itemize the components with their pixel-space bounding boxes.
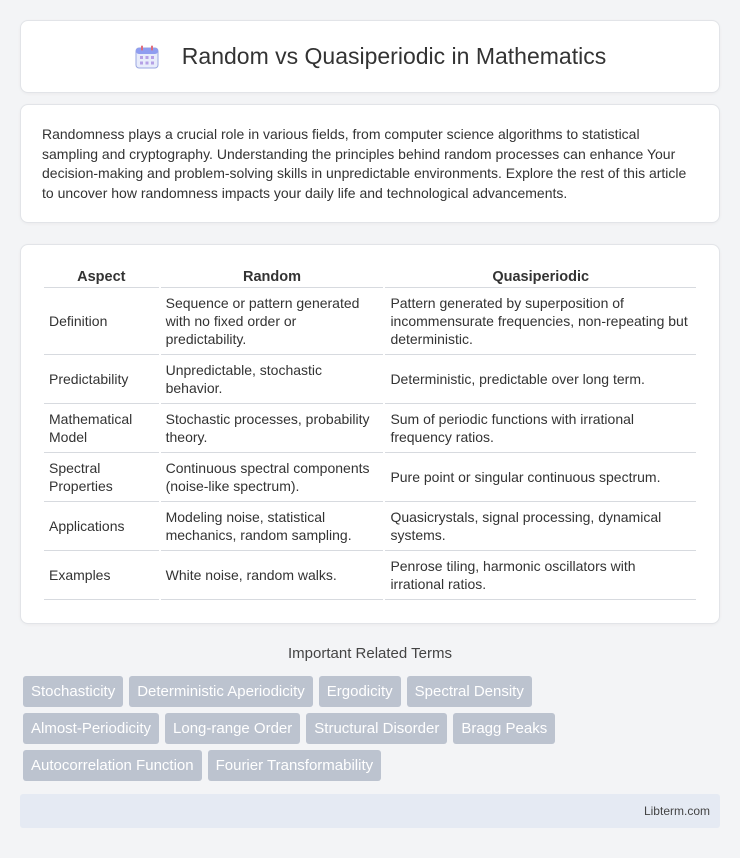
- table-cell-quasiperiodic: Pattern generated by superposition of incommensurate frequencies, non-repeating but deterministic.: [385, 288, 696, 355]
- header-random: Random: [161, 265, 384, 288]
- table-cell-random: Sequence or pattern generated with no fixed order or predictability.: [161, 288, 384, 355]
- table-cell-quasiperiodic: Sum of periodic functions with irrational frequency ratios.: [385, 404, 696, 453]
- tag-deterministic-aperiodicity[interactable]: Deterministic Aperiodicity: [129, 676, 313, 707]
- table-cell-aspect: Mathematical Model: [44, 404, 159, 453]
- table-cell-quasiperiodic: Quasicrystals, signal processing, dynamical systems.: [385, 502, 696, 551]
- tag-bragg-peaks[interactable]: Bragg Peaks: [453, 713, 555, 744]
- table-header-row: [44, 265, 696, 288]
- page-title: Random vs Quasiperiodic in Mathematics: [181, 43, 607, 69]
- related-terms-title: Important Related Terms: [288, 645, 452, 662]
- table-cell-random: White noise, random walks.: [161, 551, 384, 600]
- calendar-icon: [134, 44, 160, 70]
- table-cell-aspect: Definition: [44, 288, 159, 355]
- header-aspect: Aspect: [44, 265, 159, 288]
- table-row: [44, 288, 696, 355]
- intro-card: [20, 104, 720, 223]
- table-cell-aspect: Applications: [44, 502, 159, 551]
- footer: [20, 794, 720, 828]
- tag-almost-periodicity[interactable]: Almost-Periodicity: [23, 713, 159, 744]
- table-row: [44, 502, 696, 551]
- table-cell-random: Continuous spectral components (noise-like spectrum).: [161, 453, 384, 502]
- table-row: [44, 355, 696, 404]
- title-card: [20, 20, 720, 93]
- tag-stochasticity[interactable]: Stochasticity: [23, 676, 123, 707]
- tag-autocorrelation-function[interactable]: Autocorrelation Function: [23, 750, 202, 781]
- table-row: [44, 453, 696, 502]
- footer-site-link[interactable]: Libterm.com: [643, 804, 710, 818]
- intro-paragraph: Randomness plays a crucial role in various fields, from computer science algorithms to statistical sampling and cryptography. Understanding the principles behind random processes can enhance Your decision-making and problem-solving skills in unpredictable environments. Explore the rest of this article to uncover how randomness impacts your daily life and technological advancements.: [42, 126, 687, 202]
- tag-row: [23, 713, 723, 744]
- table-cell-aspect: Examples: [44, 551, 159, 600]
- table-cell-quasiperiodic: Pure point or singular continuous spectrum.: [385, 453, 696, 502]
- tag-spectral-density[interactable]: Spectral Density: [407, 676, 532, 707]
- table-cell-random: Modeling noise, statistical mechanics, random sampling.: [161, 502, 384, 551]
- tag-structural-disorder[interactable]: Structural Disorder: [306, 713, 447, 744]
- table-row: [44, 404, 696, 453]
- table-row: [44, 551, 696, 600]
- table-cell-aspect: Spectral Properties: [44, 453, 159, 502]
- tag-row: [23, 676, 723, 707]
- table-cell-aspect: Predictability: [44, 355, 159, 404]
- related-terms-tags: [23, 676, 723, 787]
- comparison-table: [42, 265, 698, 600]
- header-quasiperiodic: Quasiperiodic: [385, 265, 696, 288]
- table-cell-random: Stochastic processes, probability theory.: [161, 404, 384, 453]
- comparison-card: [20, 244, 720, 624]
- tag-fourier-transformability[interactable]: Fourier Transformability: [208, 750, 382, 781]
- table-cell-quasiperiodic: Deterministic, predictable over long term.: [385, 355, 696, 404]
- tag-row: [23, 750, 723, 781]
- table-cell-quasiperiodic: Penrose tiling, harmonic oscillators with irrational ratios.: [385, 551, 696, 600]
- table-cell-random: Unpredictable, stochastic behavior.: [161, 355, 384, 404]
- tag-long-range-order[interactable]: Long-range Order: [165, 713, 300, 744]
- tag-ergodicity[interactable]: Ergodicity: [319, 676, 401, 707]
